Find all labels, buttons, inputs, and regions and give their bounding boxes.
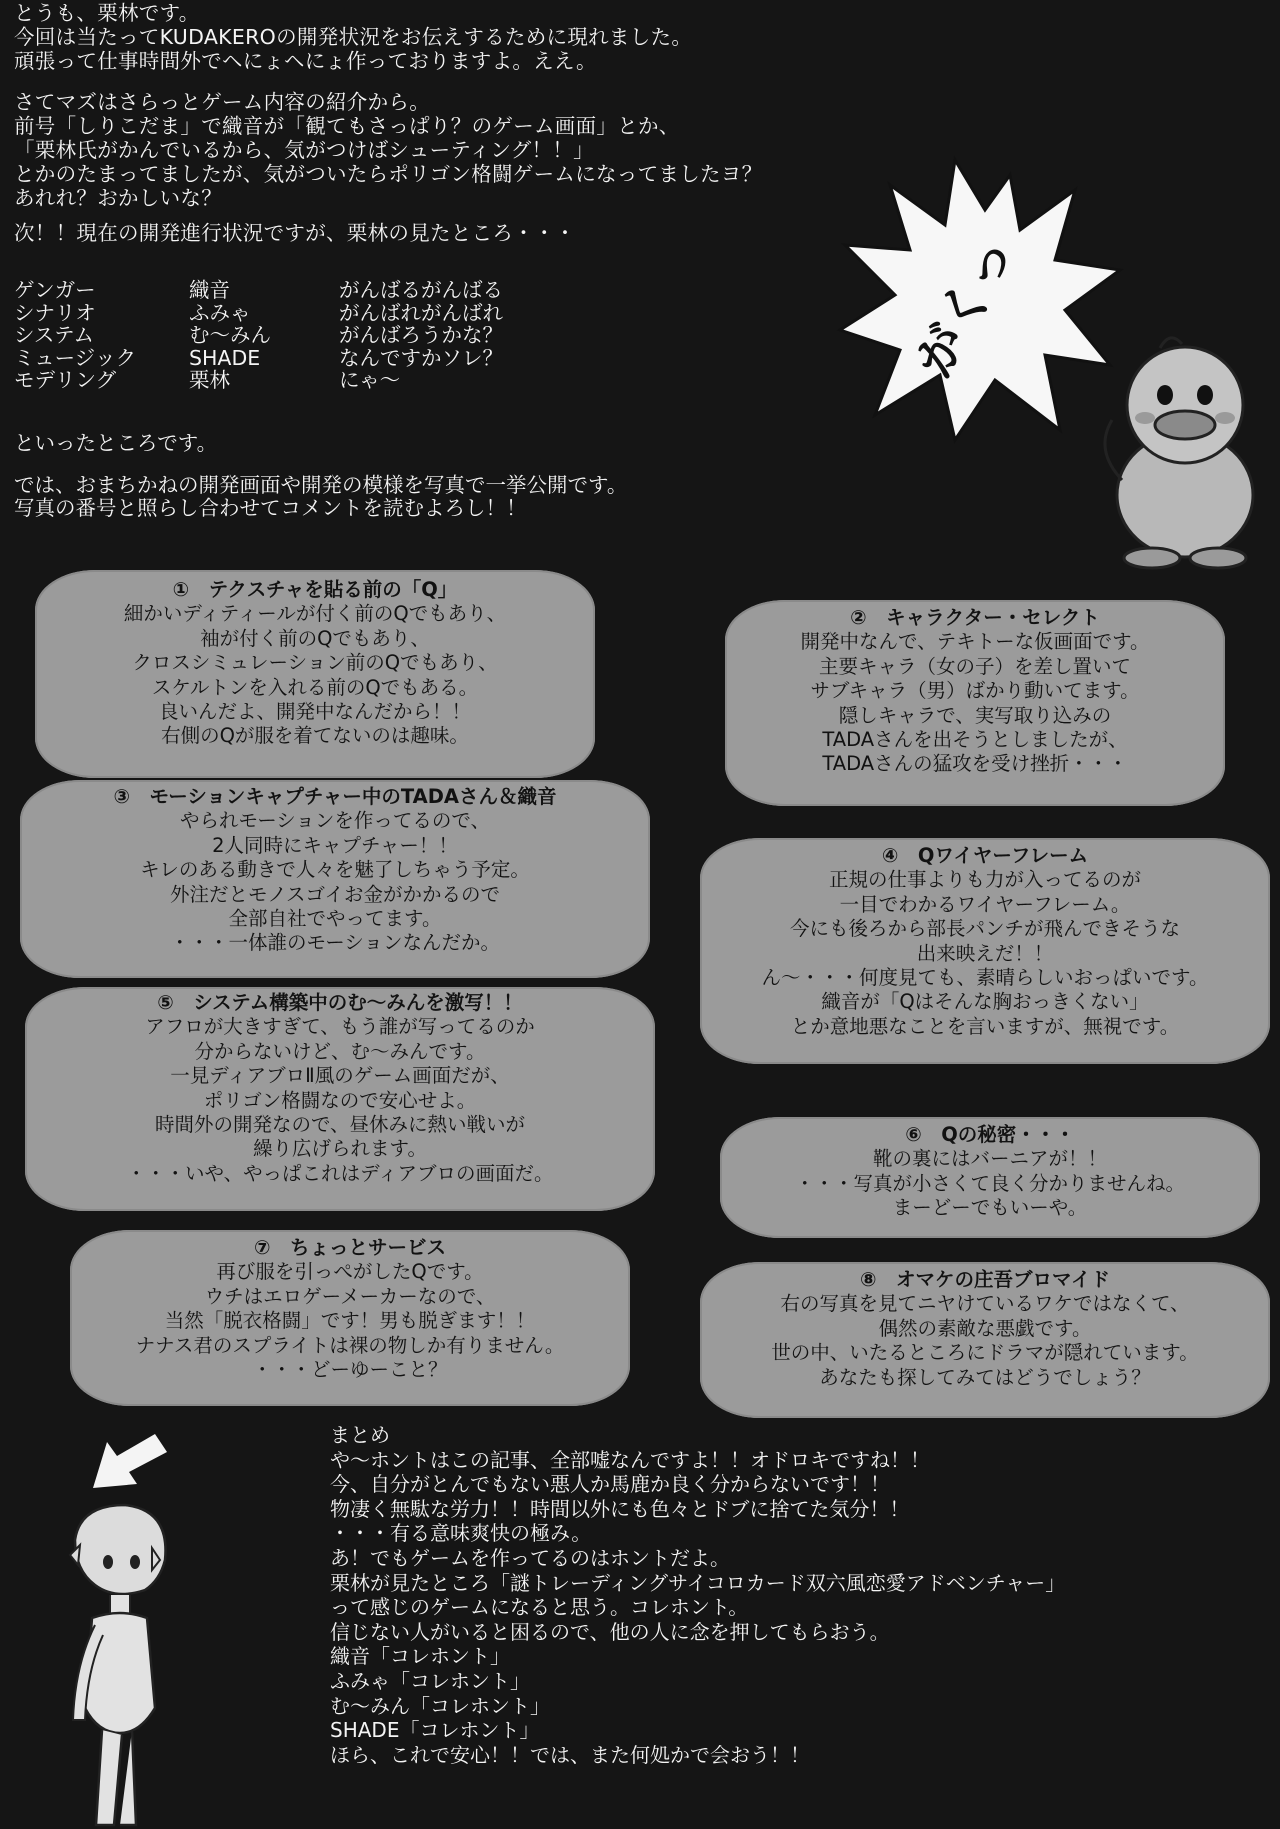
staff-name: 栗林 (189, 368, 230, 392)
burst-graphic (835, 150, 1125, 450)
bubble-line: ・・・一体誰のモーションなんだか。 (170, 931, 500, 955)
comment-bubble-8 (700, 1262, 1270, 1418)
bubble-line: 繰り広げられます。 (253, 1137, 427, 1161)
comment-bubble-1 (35, 570, 595, 778)
summary-text (330, 1423, 1065, 1767)
bubble-title: ⑦ ちょっとサービス (253, 1236, 446, 1259)
comment-bubble-6 (720, 1117, 1260, 1238)
bubble-line: TADAさんの猛攻を受け挫折・・・ (822, 752, 1128, 776)
after-line: といったところです。 (14, 431, 218, 455)
bubble-line: 一目でわかるワイヤーフレーム。 (839, 892, 1131, 916)
summary-line: ふみゃ「コレホント」 (330, 1668, 530, 1693)
bubble-line: やられモーションを作ってるので、 (179, 809, 491, 833)
bubble-line: TADAさんを出そうとしましたが、 (822, 728, 1128, 752)
bubble-line: まーどーでもいーや。 (892, 1196, 1088, 1220)
bubble-line: 世の中、いたるところにドラマが隠れています。 (771, 1341, 1199, 1365)
bubble-line: 偶然の素敵な悪戯です。 (878, 1316, 1092, 1340)
bubble-line: 一見ディアブロⅡ風のゲーム画面だが、 (170, 1064, 510, 1088)
comment-bubble-3 (20, 780, 650, 978)
bubble-line: 正規の仕事よりも力が入ってるのが (828, 868, 1141, 892)
summary-line: や～ホントはこの記事、全部嘘なんですよ！！オドロキですね！！ (330, 1447, 930, 1472)
bubble-line: 靴の裏にはバーニアが！！ (872, 1147, 1107, 1171)
staff-row (14, 324, 503, 347)
intro-line: 頑張って仕事時間外でヘにょヘにょ作っておりますよ。ええ。 (14, 48, 597, 73)
staff-row (14, 369, 503, 392)
staff-status: にゃ～ (339, 368, 401, 392)
bubble-line: 分からないけど、む～みんです。 (194, 1039, 486, 1063)
staff-status: がんばろうかな？ (339, 323, 503, 347)
intro-line: とうも、栗林です。 (14, 1, 200, 25)
staff-role: モデリング (14, 368, 117, 392)
staff-row (14, 279, 503, 302)
bubble-line: ポリゴン格闘なので安心せよ。 (203, 1088, 477, 1112)
bubble-line: 当然「脱衣格闘」です！男も脱ぎます！！ (164, 1309, 536, 1333)
bubble-line: 右側のQが服を着てないのは趣味。 (161, 724, 469, 748)
bubble-title: ⑥ Qの秘密・・・ (905, 1123, 1075, 1146)
after-text (14, 432, 627, 521)
summary-line: む～みん「コレホント」 (330, 1693, 550, 1718)
bubble-title: ③ モーションキャプチャー中のTADAさん＆織音 (113, 785, 557, 808)
bubble-line: クロスシミュレーション前のQでもあり、 (132, 651, 498, 675)
duck-mascot-illustration (1090, 330, 1280, 570)
intro-line: あれれ？おかしいな？ (14, 185, 222, 210)
staff-name: 織音 (189, 278, 230, 302)
burst-text: がくっ (904, 227, 1026, 387)
bubble-line: とか意地悪なことを言いますが、無視です。 (790, 1014, 1180, 1038)
bubble-line: ・・・写真が小さくて良く分かりませんね。 (794, 1171, 1185, 1195)
staff-role: ミュージック (14, 345, 137, 370)
bubble-line: 再び服を引っぺがしたQです。 (216, 1260, 484, 1284)
summary-line: 今、自分がとんでもない悪人か馬鹿か良く分からないです！！ (330, 1472, 890, 1497)
bubble-line: 全部自社でやってます。 (228, 907, 442, 931)
bubble-line: 隠しキャラで、実写取り込みの (838, 703, 1112, 727)
bubble-line: 細かいディティールが付く前のQでもあり、 (123, 602, 507, 626)
staff-name: ふみゃ (189, 300, 251, 325)
summary-line: あ！でもゲームを作ってるのはホントだよ。 (330, 1545, 730, 1570)
summary-line: ほら、これで安心！！では、また何処かで会おう！！ (330, 1742, 810, 1767)
bubble-line: あなたも探してみてはどうでしょう？ (819, 1365, 1151, 1389)
bubble-line: 良いんだよ、開発中なんだから！！ (158, 700, 471, 724)
bubble-line: アフロが大きすぎて、もう誰が写ってるのか (145, 1015, 535, 1039)
comment-bubble-5 (25, 987, 655, 1211)
bubble-line: 時間外の開発なので、昼休みに熱い戦いが (154, 1113, 526, 1137)
bubble-line: キレのある動きで人々を魅了しちゃう予定。 (140, 858, 530, 882)
bubble-title: ② キャラクター・セレクト (850, 606, 1100, 629)
staff-name: SHADE (189, 345, 261, 370)
bubble-title: ⑤ システム構築中のむ～みんを激写！！ (157, 991, 523, 1014)
bubble-title: ⑧ オマケの庄吾ブロマイド (859, 1268, 1111, 1291)
bubble-line: ・・・どーゆーこと？ (252, 1358, 448, 1382)
bubble-line: ・・・いや、やっぱこれはディアブロの画面だ。 (126, 1161, 554, 1185)
bubble-line: ん～・・・何度見ても、素晴らしいおっぱいです。 (761, 966, 1209, 990)
summary-line: ・・・有る意味爽快の極み。 (330, 1521, 592, 1546)
intro-text (14, 2, 914, 246)
bubble-title: ④ Qワイヤーフレーム (881, 844, 1089, 867)
intro-line: 今回は当たってKUDAKEROの開発状況をお伝えするために現れました。 (14, 24, 693, 49)
summary-line: 栗林が見たところ「謎トレーディングサイコロカード双六風恋愛アドベンチャー」 (330, 1570, 1066, 1595)
bubble-line: 2人同時にキャプチャー！！ (212, 833, 458, 857)
bubble-line: 外注だとモノスゴイお金がかかるので (170, 882, 500, 906)
staff-status: がんばるがんばる (339, 278, 503, 302)
summary-heading: まとめ (330, 1423, 390, 1447)
staff-role: システム (14, 323, 94, 347)
staff-role: ゲンガー (14, 278, 96, 302)
bubble-line: 織音が「Qはそんな胸おっきくない」 (821, 990, 1149, 1014)
after-line: 写真の番号と照らし合わせてコメントを読むよろし！！ (14, 496, 527, 520)
summary-line: って感じのゲームになると思う。コレホント。 (330, 1595, 749, 1620)
summary-line: 物凄く無駄な労力！！時間以外にも色々とドブに捨てた気分！！ (330, 1496, 910, 1521)
intro-line: さてマズはさらっとゲーム内容の紹介から。 (14, 90, 430, 115)
comment-bubble-2 (725, 600, 1225, 806)
intro-line: とかのたまってましたが、気がついたらポリゴン格闘ゲームになってましたヨ？ (14, 161, 763, 186)
intro-line: 前号「しりこだま」で織音が「観てもさっぱり？のゲーム画面」とか、 (14, 114, 680, 139)
bubble-line: サブキャラ（男）ばかり動いてます。 (810, 679, 1140, 703)
bubble-line: 出来映えだ！！ (916, 941, 1054, 965)
bubble-line: ナナス君のスプライトは裸の物しか有りません。 (135, 1333, 565, 1357)
staff-row (14, 302, 503, 325)
bubble-line: 右の写真を見てニヤけているワケではなくて、 (780, 1292, 1190, 1316)
staff-row (14, 347, 503, 370)
bubble-line: スケルトンを入れる前のQでもある。 (151, 675, 479, 699)
bubble-line: 開発中なんで、テキトーな仮画面です。 (800, 630, 1150, 654)
staff-role: シナリオ (14, 300, 96, 325)
staff-status: がんばれがんばれ (339, 300, 503, 325)
arrow-graphic (85, 1430, 175, 1510)
staff-status: なんですかソレ？ (339, 345, 503, 370)
bubble-line: 今にも後ろから部長パンチが飛んできそうな (789, 917, 1180, 941)
comment-bubble-7 (70, 1230, 630, 1406)
intro-line: 次！！現在の開発進行状況ですが、栗林の見たところ・・・ (14, 221, 576, 246)
bubble-title: ① テクスチャを貼る前の「Q」 (172, 578, 458, 601)
after-line: では、おまちかねの開発画面や開発の模様を写真で一挙公開です。 (14, 472, 628, 497)
summary-line: 信じない人がいると困るので、他の人に念を押してもらおう。 (330, 1619, 890, 1644)
comment-bubble-4 (700, 838, 1270, 1064)
bubble-line: 主要キャラ（女の子）を差し置いて (818, 654, 1131, 678)
staff-table (14, 279, 503, 392)
staff-name: む～みん (189, 323, 271, 347)
summary-line: SHADE「コレホント」 (330, 1718, 540, 1743)
intro-line: 「栗林氏がかんでいるから、気がつけばシューティング！！」 (14, 137, 594, 162)
summary-line: 織音「コレホント」 (330, 1644, 510, 1669)
bubble-line: ウチはエロゲーメーカーなので、 (204, 1284, 496, 1308)
bubble-line: 袖が付く前のQでもあり、 (200, 626, 430, 650)
boy-character-illustration (40, 1500, 190, 1829)
